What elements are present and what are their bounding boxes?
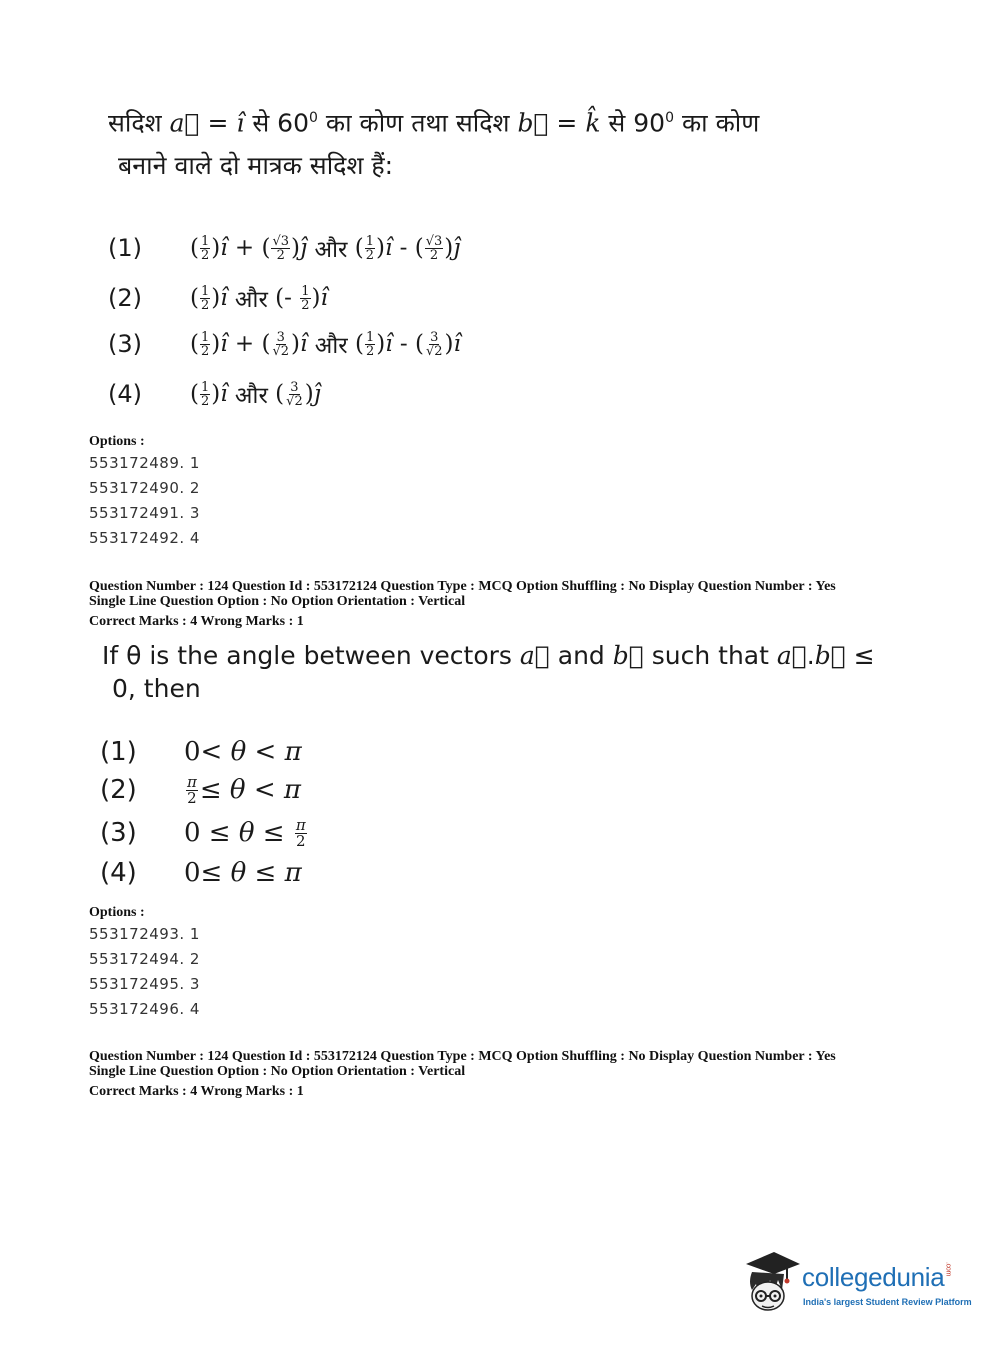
question-1-line-2: बनाने वाले दो मात्रक सदिश हैं:	[118, 151, 394, 180]
option-id-8: 553172496. 4	[89, 1000, 200, 1018]
marks-line-b: Correct Marks : 4 Wrong Marks : 1	[89, 1084, 304, 1099]
question-meta-line-1b: Question Number : 124 Question Id : 553172124 Question Type : MCQ Option Shuffling : No Display Question Number : Yes	[89, 1049, 836, 1064]
q2-option-4: (4) 0≤ θ ≤ π	[100, 858, 302, 888]
option-id-4: 553172492. 4	[89, 529, 200, 547]
options-label-2: Options :	[89, 905, 145, 920]
options-label-1: Options :	[89, 434, 145, 449]
q1-option-3: (3) ( $\frac{1}{2}$ ) ı̂ + ( $\frac{3}{√2}$ ) ı̂ और ( $\frac{1}{2}$ ) ı̂ - ( $\frac{3}{√2}$ ) ı̂	[108, 329, 461, 359]
question-2-line-2: 0, then	[112, 674, 201, 703]
question-meta-line-2b: Single Line Question Option : No Option Orientation : Vertical	[89, 1064, 466, 1079]
option-id-7: 553172495. 3	[89, 975, 200, 993]
logo-wordmark: collegedunia.com	[802, 1262, 952, 1292]
question-meta-line-2: Single Line Question Option : No Option Orientation : Vertical	[89, 594, 466, 609]
q1-option-2: (2) ( $\frac{1}{2}$ ) ı̂ और (- $\frac{1}{2}$ ) ı̂	[108, 283, 328, 313]
q1-option-1: (1) ( $\frac{1}{2}$ ) ı̂ + ( $\frac{√3}{2}$ ) ȷ̂ और ( $\frac{1}{2}$ ) ı̂ - ( $\frac{√3}{2}$ ) ȷ̂	[108, 233, 461, 263]
question-1-line-1: सदिश a⃗ = ı̂ से $60^0$ का कोण तथा सदिश b⃗ = k̂ से $90^0$ का कोण	[108, 108, 760, 138]
option-id-1: 553172489. 1	[89, 454, 200, 472]
option-id-5: 553172493. 1	[89, 925, 200, 943]
q2-option-2: (2) $\frac{\pi}{2}$ ≤ θ < π	[100, 772, 301, 807]
option-id-6: 553172494. 2	[89, 950, 200, 968]
option-id-3: 553172491. 3	[89, 504, 200, 522]
question-2-line-1: If θ is the angle between vectors a⃗ and b⃗ such that a⃗.b⃗ ≤	[102, 641, 875, 670]
marks-line: Correct Marks : 4 Wrong Marks : 1	[89, 614, 304, 629]
question-meta-line-1: Question Number : 124 Question Id : 553172124 Question Type : MCQ Option Shuffling : No Display Question Number : Yes	[89, 579, 836, 594]
option-id-2: 553172490. 2	[89, 479, 200, 497]
mascot-icon	[742, 1250, 802, 1314]
q2-option-1: (1) 0< θ < π	[100, 737, 302, 767]
logo-tagline: India's largest Student Review Platform	[803, 1297, 972, 1307]
q1-option-4: (4) ( $\frac{1}{2}$ ) ı̂ और ( $\frac{3}{√2}$ ) ȷ̂	[108, 379, 321, 409]
q2-option-3: (3) 0 ≤ θ ≤ $\frac{\pi}{2}$	[100, 815, 306, 850]
collegedunia-logo	[742, 1250, 972, 1320]
